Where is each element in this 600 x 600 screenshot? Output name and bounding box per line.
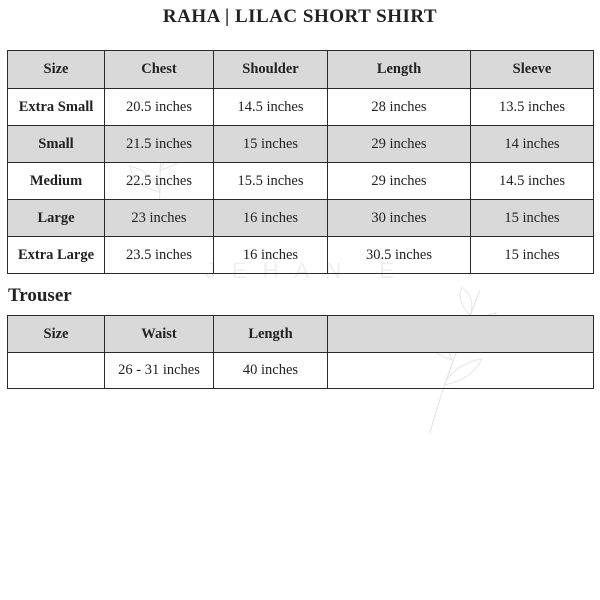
shoulder-cell: 15 inches bbox=[214, 126, 328, 163]
size-cell bbox=[8, 353, 105, 389]
size-label: Large bbox=[8, 200, 105, 237]
table-row bbox=[8, 126, 594, 163]
header-length: Length bbox=[214, 316, 328, 353]
shirt-size-table bbox=[7, 50, 594, 274]
header-size: Size bbox=[8, 51, 105, 89]
length-cell: 40 inches bbox=[214, 353, 328, 389]
header-waist: Waist bbox=[105, 316, 214, 353]
length-cell: 28 inches bbox=[328, 89, 471, 126]
size-label: Medium bbox=[8, 163, 105, 200]
size-label: Extra Small bbox=[8, 89, 105, 126]
size-label: Small bbox=[8, 126, 105, 163]
shoulder-cell: 16 inches bbox=[214, 200, 328, 237]
sleeve-cell: 14 inches bbox=[471, 126, 594, 163]
sleeve-cell: 13.5 inches bbox=[471, 89, 594, 126]
table-row bbox=[8, 89, 594, 126]
chest-cell: 21.5 inches bbox=[105, 126, 214, 163]
chest-cell: 23 inches bbox=[105, 200, 214, 237]
header-chest: Chest bbox=[105, 51, 214, 89]
trouser-size-table bbox=[7, 315, 594, 389]
table-row bbox=[8, 237, 594, 274]
length-cell: 30 inches bbox=[328, 200, 471, 237]
size-label: Extra Large bbox=[8, 237, 105, 274]
table-row bbox=[8, 163, 594, 200]
header-length: Length bbox=[328, 51, 471, 89]
chest-cell: 22.5 inches bbox=[105, 163, 214, 200]
shoulder-cell: 14.5 inches bbox=[214, 89, 328, 126]
length-cell: 29 inches bbox=[328, 126, 471, 163]
shoulder-cell: 16 inches bbox=[214, 237, 328, 274]
length-cell: 29 inches bbox=[328, 163, 471, 200]
table-row bbox=[8, 200, 594, 237]
page-title: RAHA | LILAC SHORT SHIRT bbox=[162, 6, 438, 27]
chest-cell: 20.5 inches bbox=[105, 89, 214, 126]
watermark-text: JEHAN E bbox=[205, 258, 410, 283]
table-header-row bbox=[8, 316, 594, 353]
sleeve-cell: 15 inches bbox=[471, 237, 594, 274]
length-cell: 30.5 inches bbox=[328, 237, 471, 274]
header-size: Size bbox=[8, 316, 105, 353]
chest-cell: 23.5 inches bbox=[105, 237, 214, 274]
table-row bbox=[8, 353, 594, 389]
sleeve-cell: 15 inches bbox=[471, 200, 594, 237]
waist-cell: 26 - 31 inches bbox=[105, 353, 214, 389]
sleeve-cell: 14.5 inches bbox=[471, 163, 594, 200]
header-sleeve: Sleeve bbox=[471, 51, 594, 89]
header-empty bbox=[328, 316, 594, 353]
empty-cell bbox=[328, 353, 594, 389]
header-shoulder: Shoulder bbox=[214, 51, 328, 89]
shoulder-cell: 15.5 inches bbox=[214, 163, 328, 200]
trouser-section-title: Trouser bbox=[8, 285, 72, 306]
table-header-row bbox=[8, 51, 594, 89]
